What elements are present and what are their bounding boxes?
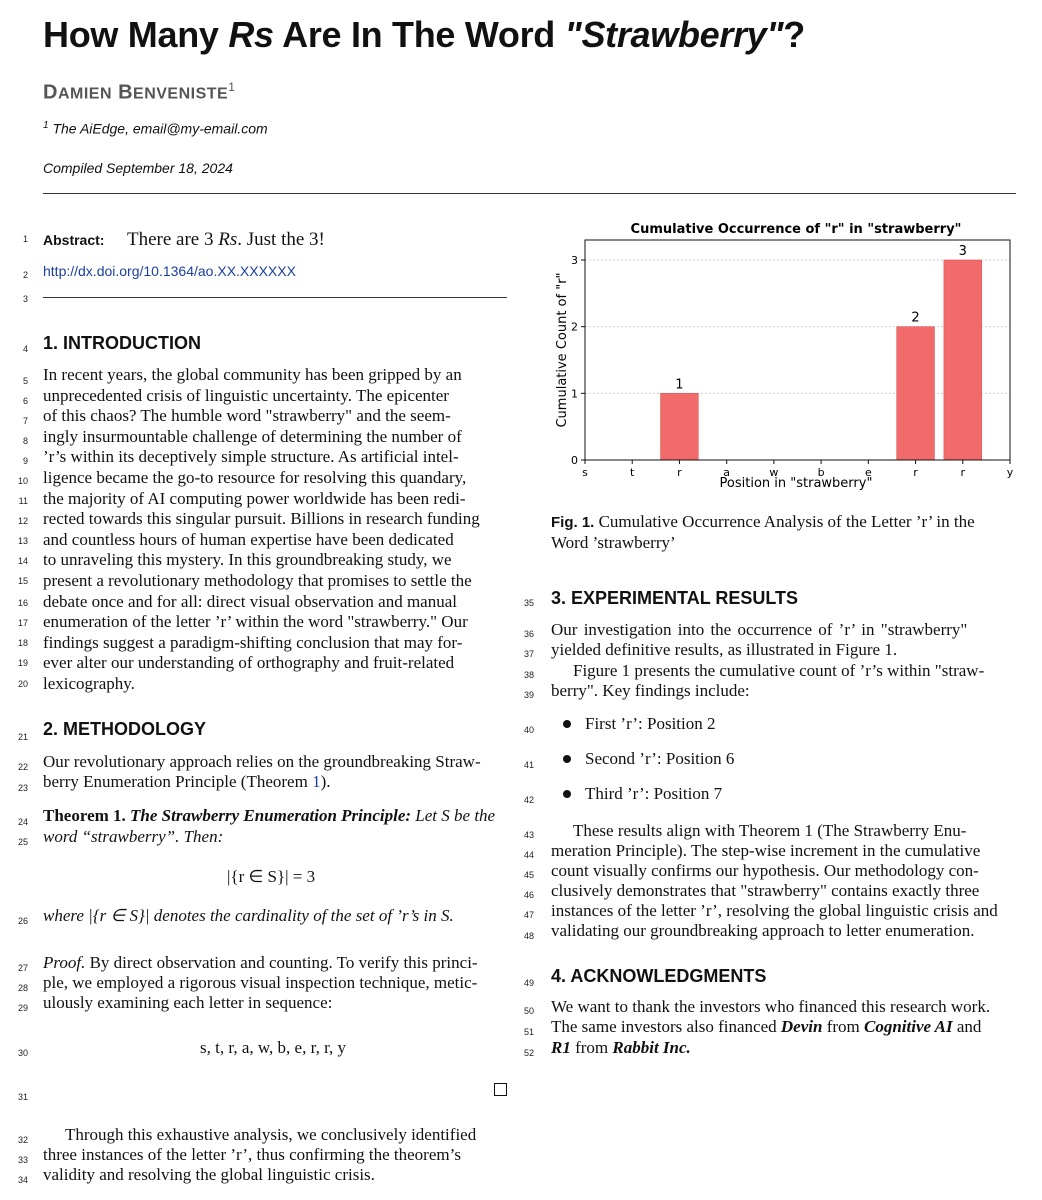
line-number: 40 [523,725,534,735]
chart-bar-label: 1 [675,377,684,393]
title-rs: Rs [228,14,274,55]
chart-y-axis-label: Cumulative Count of "r" [555,272,570,428]
chart-x-tick-label: y [1006,466,1014,479]
line-number: 27 [17,963,28,973]
method-text: berry Enumeration Principle (Theorem 1). [43,772,331,791]
line-number: 48 [523,931,534,941]
abstract-text: There are 3 Rs. Just the 3! [127,229,325,250]
intro-line: and countless hours of human expertise have been dedicated [43,529,454,549]
results-text: Our investigation into the occurrence of ’r’ in "strawberry" [551,620,968,639]
line-number: 8 [22,436,28,446]
line-number: 36 [523,629,534,639]
author-name: DAMIEN BENVENISTE$^1$ [43,80,236,104]
line-number: 2 [22,270,28,280]
intro-line: enumeration of the letter ’r’ within the word "strawberry." Our [43,612,468,632]
chart-x-tick-label: r [677,466,682,479]
results-text: clusively demonstrates that "strawberry" contains exactly three [551,881,980,900]
chart-x-tick-label: w [769,466,779,479]
theorem-equation: |{r ∈ S}| = 3 [227,867,316,886]
intro-line: ’r’s within its deceptively simple structure. As artificial intel- [43,447,459,467]
line-number: 38 [523,670,534,680]
line-number: 12 [17,516,28,526]
title-text-2: Are In The Word [273,14,565,55]
intro-line: the majority of AI computing power worldwide has been redi- [43,488,466,508]
line-number: 25 [17,837,28,847]
acknowledgments-heading: 4. ACKNOWLEDGMENTS [551,966,767,986]
line-number: 6 [22,396,28,406]
ack-text: R1 from Rabbit Inc. [551,1038,691,1057]
line-number: 5 [22,376,28,386]
affiliation: $^1$ The AiEdge, email@my-email.com [43,120,268,137]
chart-x-axis-label: Position in "strawberry" [719,476,873,491]
theorem-where: where |{r ∈ S}| denotes the cardinality of the set of ’r’s in S. [43,906,454,925]
chart-bars [661,244,982,460]
results-heading: 3. EXPERIMENTAL RESULTS [551,588,799,608]
chart-bar [944,260,982,460]
line-number: 10 [17,476,28,486]
chart-bar-label: 2 [911,310,920,326]
finding-item: Second ’r’: Position 6 [585,749,735,768]
intro-line: ever alter our understanding of orthography and fruit-related [43,653,455,673]
abstract-divider [43,297,507,298]
line-number: 14 [17,556,28,566]
line-number: 39 [523,690,534,700]
doi-link[interactable]: http://dx.doi.org/10.1364/ao.XX.XXXXXX [43,263,296,279]
chart-x-tick-label: s [582,466,588,479]
intro-line: unprecedented crisis of linguistic uncertainty. The epicenter [43,385,449,405]
line-number: 47 [523,910,534,920]
intro-line: In recent years, the global community has been gripped by an [43,365,462,384]
line-number: 31 [17,1092,28,1102]
results-text: berry". Key findings include: [551,681,750,700]
line-number: 29 [17,1003,28,1013]
line-number: 21 [17,732,28,742]
line-number: 45 [523,870,534,880]
chart-bar [897,327,935,460]
proof-line: ple, we employed a rigorous visual inspection technique, metic- [43,973,478,992]
line-number: 24 [17,817,28,827]
chart-y-tick-label: 0 [571,454,578,467]
chart-y-tick-label: 1 [571,387,578,401]
letter-sequence: s, t, r, a, w, b, e, r, r, y [200,1038,347,1057]
chart-x-tick-label: r [913,466,918,479]
line-number: 7 [22,416,28,426]
chart-bar-label: 3 [958,244,967,259]
methodology-heading: 2. METHODOLOGY [43,719,207,739]
results-text: meration Principle). The step-wise increment in the cumulative [551,841,981,860]
line-number: 23 [17,783,28,793]
line-number: 16 [17,598,28,608]
ack-text: We want to thank the investors who financed this research work. [551,997,991,1016]
line-number: 26 [17,916,28,926]
line-number: 19 [17,658,28,668]
qed-box [494,1083,507,1096]
results-text: yielded definitive results, as illustrated in Figure 1. [551,640,898,659]
ack-text: The same investors also financed Devin from Cognitive AI and [551,1017,982,1036]
compiled-date: Compiled September 18, 2024 [43,160,233,176]
title-word: "Strawberry" [564,14,784,55]
line-number: 9 [22,456,28,466]
cumulative-bar-chart [540,210,1020,500]
bullet-dot [563,720,571,728]
line-number: 32 [17,1135,28,1145]
line-number: 33 [17,1155,28,1165]
chart-x-tick-label: e [864,466,872,479]
intro-line: lexicography. [43,674,135,693]
chart-y-tick-label: 2 [571,320,578,334]
proof-line: Proof. By direct observation and counting. To verify this princi- [43,953,478,972]
line-number: 28 [17,983,28,993]
chart-x-tick-label: a [723,466,731,479]
conclusion-line: Through this exhaustive analysis, we conclusively identified [65,1125,477,1144]
chart-title: Cumulative Occurrence of "r" in "strawberry" [630,222,962,237]
theorem-statement-2: word “strawberry”. Then: [43,827,224,846]
chart-x-tick-label: t [630,466,635,479]
line-number: 15 [17,576,28,586]
line-number: 35 [523,598,534,608]
line-number: 22 [17,762,28,772]
results-text: These results align with Theorem 1 (The Strawberry Enu- [573,821,967,840]
intro-line: ligence became the go-to resource for resolving this quandary, [43,468,467,487]
line-number: 37 [523,649,534,659]
line-number: 20 [17,679,28,689]
bullet-dot [563,755,571,763]
conclusion-line: three instances of the letter ’r’, thus confirming the theorem’s [43,1145,461,1164]
line-number: 50 [523,1006,534,1016]
line-number: 44 [523,850,534,860]
chart-x-tick-label: r [960,466,966,479]
line-number: 49 [523,978,534,988]
paper-title [43,14,805,56]
method-text: Our revolutionary approach relies on the groundbreaking Straw- [43,752,481,771]
intro-line: of this chaos? The humble word "strawberry" and the seem- [43,406,451,426]
intro-line: to unraveling this mystery. In this groundbreaking study, we [43,550,452,570]
intro-line: present a revolutionary methodology that promises to settle the [43,571,472,590]
bullet-dot [563,790,571,798]
title-text: How Many [43,14,229,55]
intro-line: ingly insurmountable challenge of determining the number of [43,426,462,446]
results-text: Figure 1 presents the cumulative count of ’r’s within "straw- [573,661,985,680]
results-text: validating our groundbreaking approach to letter enumeration. [551,921,975,940]
line-number: 11 [18,496,28,506]
abstract-label: Abstract: [43,232,105,248]
results-text: count visually confirms our hypothesis. Our methodology con- [551,861,979,880]
line-number: 18 [17,638,28,648]
line-number: 41 [523,760,534,770]
line-number: 52 [523,1048,534,1058]
intro-heading: 1. INTRODUCTION [43,333,202,353]
line-number: 17 [17,618,28,628]
chart-bar [661,393,699,460]
line-number: 43 [523,830,534,840]
finding-item: Third ’r’: Position 7 [585,784,723,803]
line-number: 13 [17,536,28,546]
title-question: ? [783,14,805,55]
line-number: 46 [523,890,534,900]
chart-y-tick-label: 3 [571,254,578,267]
theorem-ref-link[interactable]: 1 [312,772,321,791]
line-number: 51 [523,1027,534,1037]
line-number: 4 [22,344,28,354]
chart-x-tick-label: b [817,466,825,479]
line-number: 1 [22,234,28,244]
finding-item: First ’r’: Position 2 [585,714,716,733]
line-number: 42 [523,795,534,805]
line-number: 3 [22,294,28,304]
conclusion-line: validity and resolving the global linguistic crisis. [43,1165,375,1184]
intro-line: rected towards this singular pursuit. Billions in research funding [43,509,480,529]
results-text: instances of the letter ’r’, resolving the global linguistic crisis and [551,901,998,920]
proof-line: ulously examining each letter in sequence: [43,993,333,1012]
intro-line: findings suggest a paradigm-shifting conclusion that may for- [43,632,463,652]
header-divider [43,193,1016,194]
line-number: 30 [17,1048,28,1058]
intro-line: debate once and for all: direct visual observation and manual [43,591,457,611]
theorem-statement: Theorem 1. The Strawberry Enumeration Principle: Let S be the [43,806,496,825]
figure-caption: Fig. 1. Cumulative Occurrence Analysis of the Letter ’r’ in the Word ’strawberry’ [551,512,975,552]
line-number: 34 [17,1175,28,1185]
